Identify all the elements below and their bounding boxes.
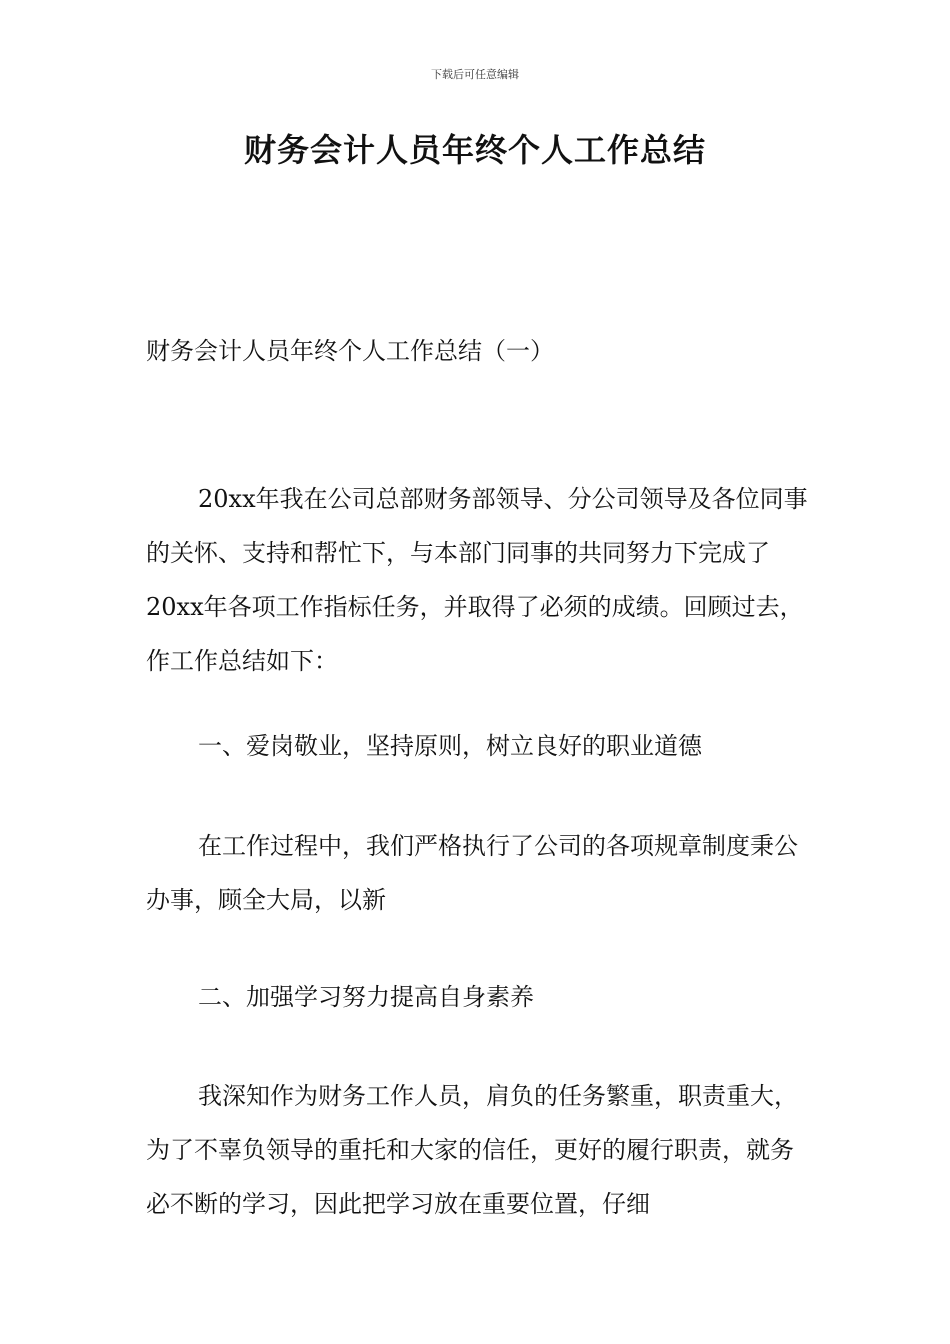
paragraph-2: 我深知作为财务工作人员，肩负的任务繁重，职责重大，为了不辜负领导的重托和大家的信任，更好的履行职责，就务必不断的学习，因此把学习放在重要位置，仔细 [146, 1082, 798, 1218]
heading-1: 一、爱岗敬业，坚持原则，树立良好的职业道德 [198, 732, 702, 760]
document-title: 财务会计人员年终个人工作总结 [243, 131, 706, 169]
intro-paragraph: 20xx年我在公司总部财务部领导、分公司领导及各位同事的关怀、支持和帮忙下，与本部门同事的共同努力下完成了20xx年各项工作指标任务，并取得了必须的成绩。回顾过去，作工作总结如下： [146, 485, 808, 675]
heading-2: 二、加强学习努力提高自身素养 [198, 983, 534, 1011]
paragraph-1: 在工作过程中，我们严格执行了公司的各项规章制度秉公办事，顾全大局，以新 [146, 832, 798, 914]
header-note: 下载后可任意编辑 [431, 68, 519, 81]
section-subtitle: 财务会计人员年终个人工作总结（一） [146, 337, 554, 365]
